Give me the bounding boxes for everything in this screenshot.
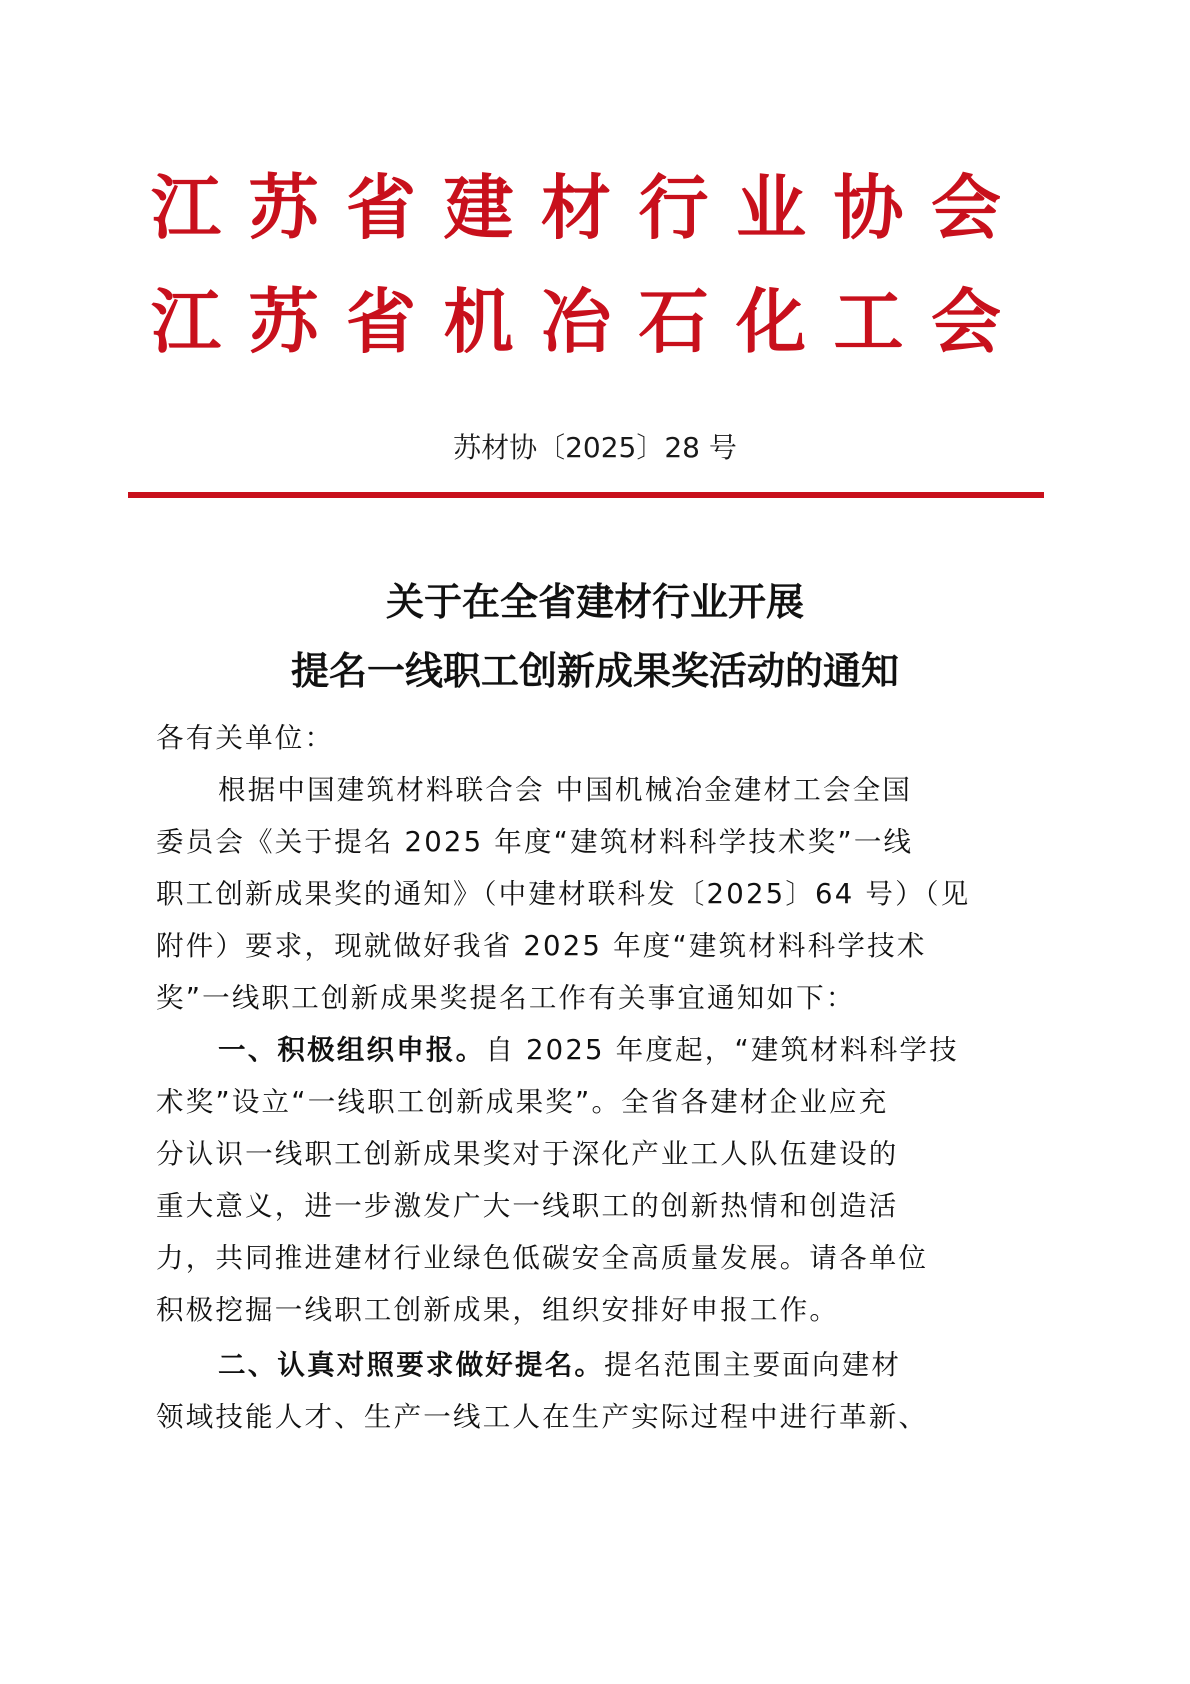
paragraph-line: 领域技能人才、生产一线工人在生产实际过程中进行革新、 [156,1401,929,1433]
paragraph-line: 重大意义，进一步激发广大一线职工的创新热情和创造活 [156,1190,899,1222]
masthead-char: 江 [151,166,221,249]
masthead-char: 协 [833,166,904,249]
paragraph-line: 术奖”设立“一线职工创新成果奖”。全省各建材企业应充 [156,1086,889,1118]
section-2-first-line [218,1345,901,1385]
paragraph-line: 职工创新成果奖的通知》（中建材联科发〔2025〕64 号）（见 [156,878,971,910]
masthead-char: 苏 [248,280,319,363]
paragraph-line: 积极挖掘一线职工创新成果，组织安排好申报工作。 [156,1294,840,1326]
masthead-char: 会 [931,166,1001,249]
masthead-char: 建 [443,166,514,249]
section-1-first-line [218,1030,959,1070]
masthead-char: 会 [931,280,1001,363]
document-title-line-1: 关于在全省建材行业开展 [385,580,804,624]
document-number: 苏材协〔2025〕28 号 [453,431,737,464]
section-2-heading: 二、认真对照要求做好提名。 [218,1349,605,1381]
masthead-char: 苏 [248,166,319,249]
paragraph-line: 分认识一线职工创新成果奖对于深化产业工人队伍建设的 [156,1138,899,1170]
masthead-char: 省 [346,280,416,363]
masthead-char: 冶 [541,280,611,363]
section-2-text: 提名范围主要面向建材 [604,1349,902,1381]
document-title-line-2: 提名一线职工创新成果奖活动的通知 [290,649,899,693]
paragraph-line: 附件）要求，现就做好我省 2025 年度“建筑材料科学技术 [156,930,927,962]
section-1-heading: 一、积极组织申报。 [218,1034,486,1066]
salutation: 各有关单位： [156,722,335,754]
masthead-char: 业 [736,166,806,249]
section-1-text: 自 2025 年度起，“建筑材料科学技 [485,1034,959,1066]
masthead-char: 石 [638,280,709,363]
masthead-char: 江 [151,280,221,363]
paragraph-line: 奖”一线职工创新成果奖提名工作有关事宜通知如下： [156,982,856,1014]
paragraph-line: 力，共同推进建材行业绿色低碳安全高质量发展。请各单位 [156,1242,929,1274]
paragraph-line: 根据中国建筑材料联合会 中国机械冶金建材工会全国 [218,774,913,806]
document-body [156,0,1016,1684]
masthead-char: 行 [638,166,709,249]
paragraph-line: 委员会《关于提名 2025 年度“建筑材料科学技术奖”一线 [156,826,914,858]
masthead-char: 工 [833,280,904,363]
masthead-char: 省 [346,166,416,249]
masthead-char: 化 [736,280,806,363]
masthead-char: 材 [541,166,611,249]
masthead-char: 机 [443,280,514,363]
